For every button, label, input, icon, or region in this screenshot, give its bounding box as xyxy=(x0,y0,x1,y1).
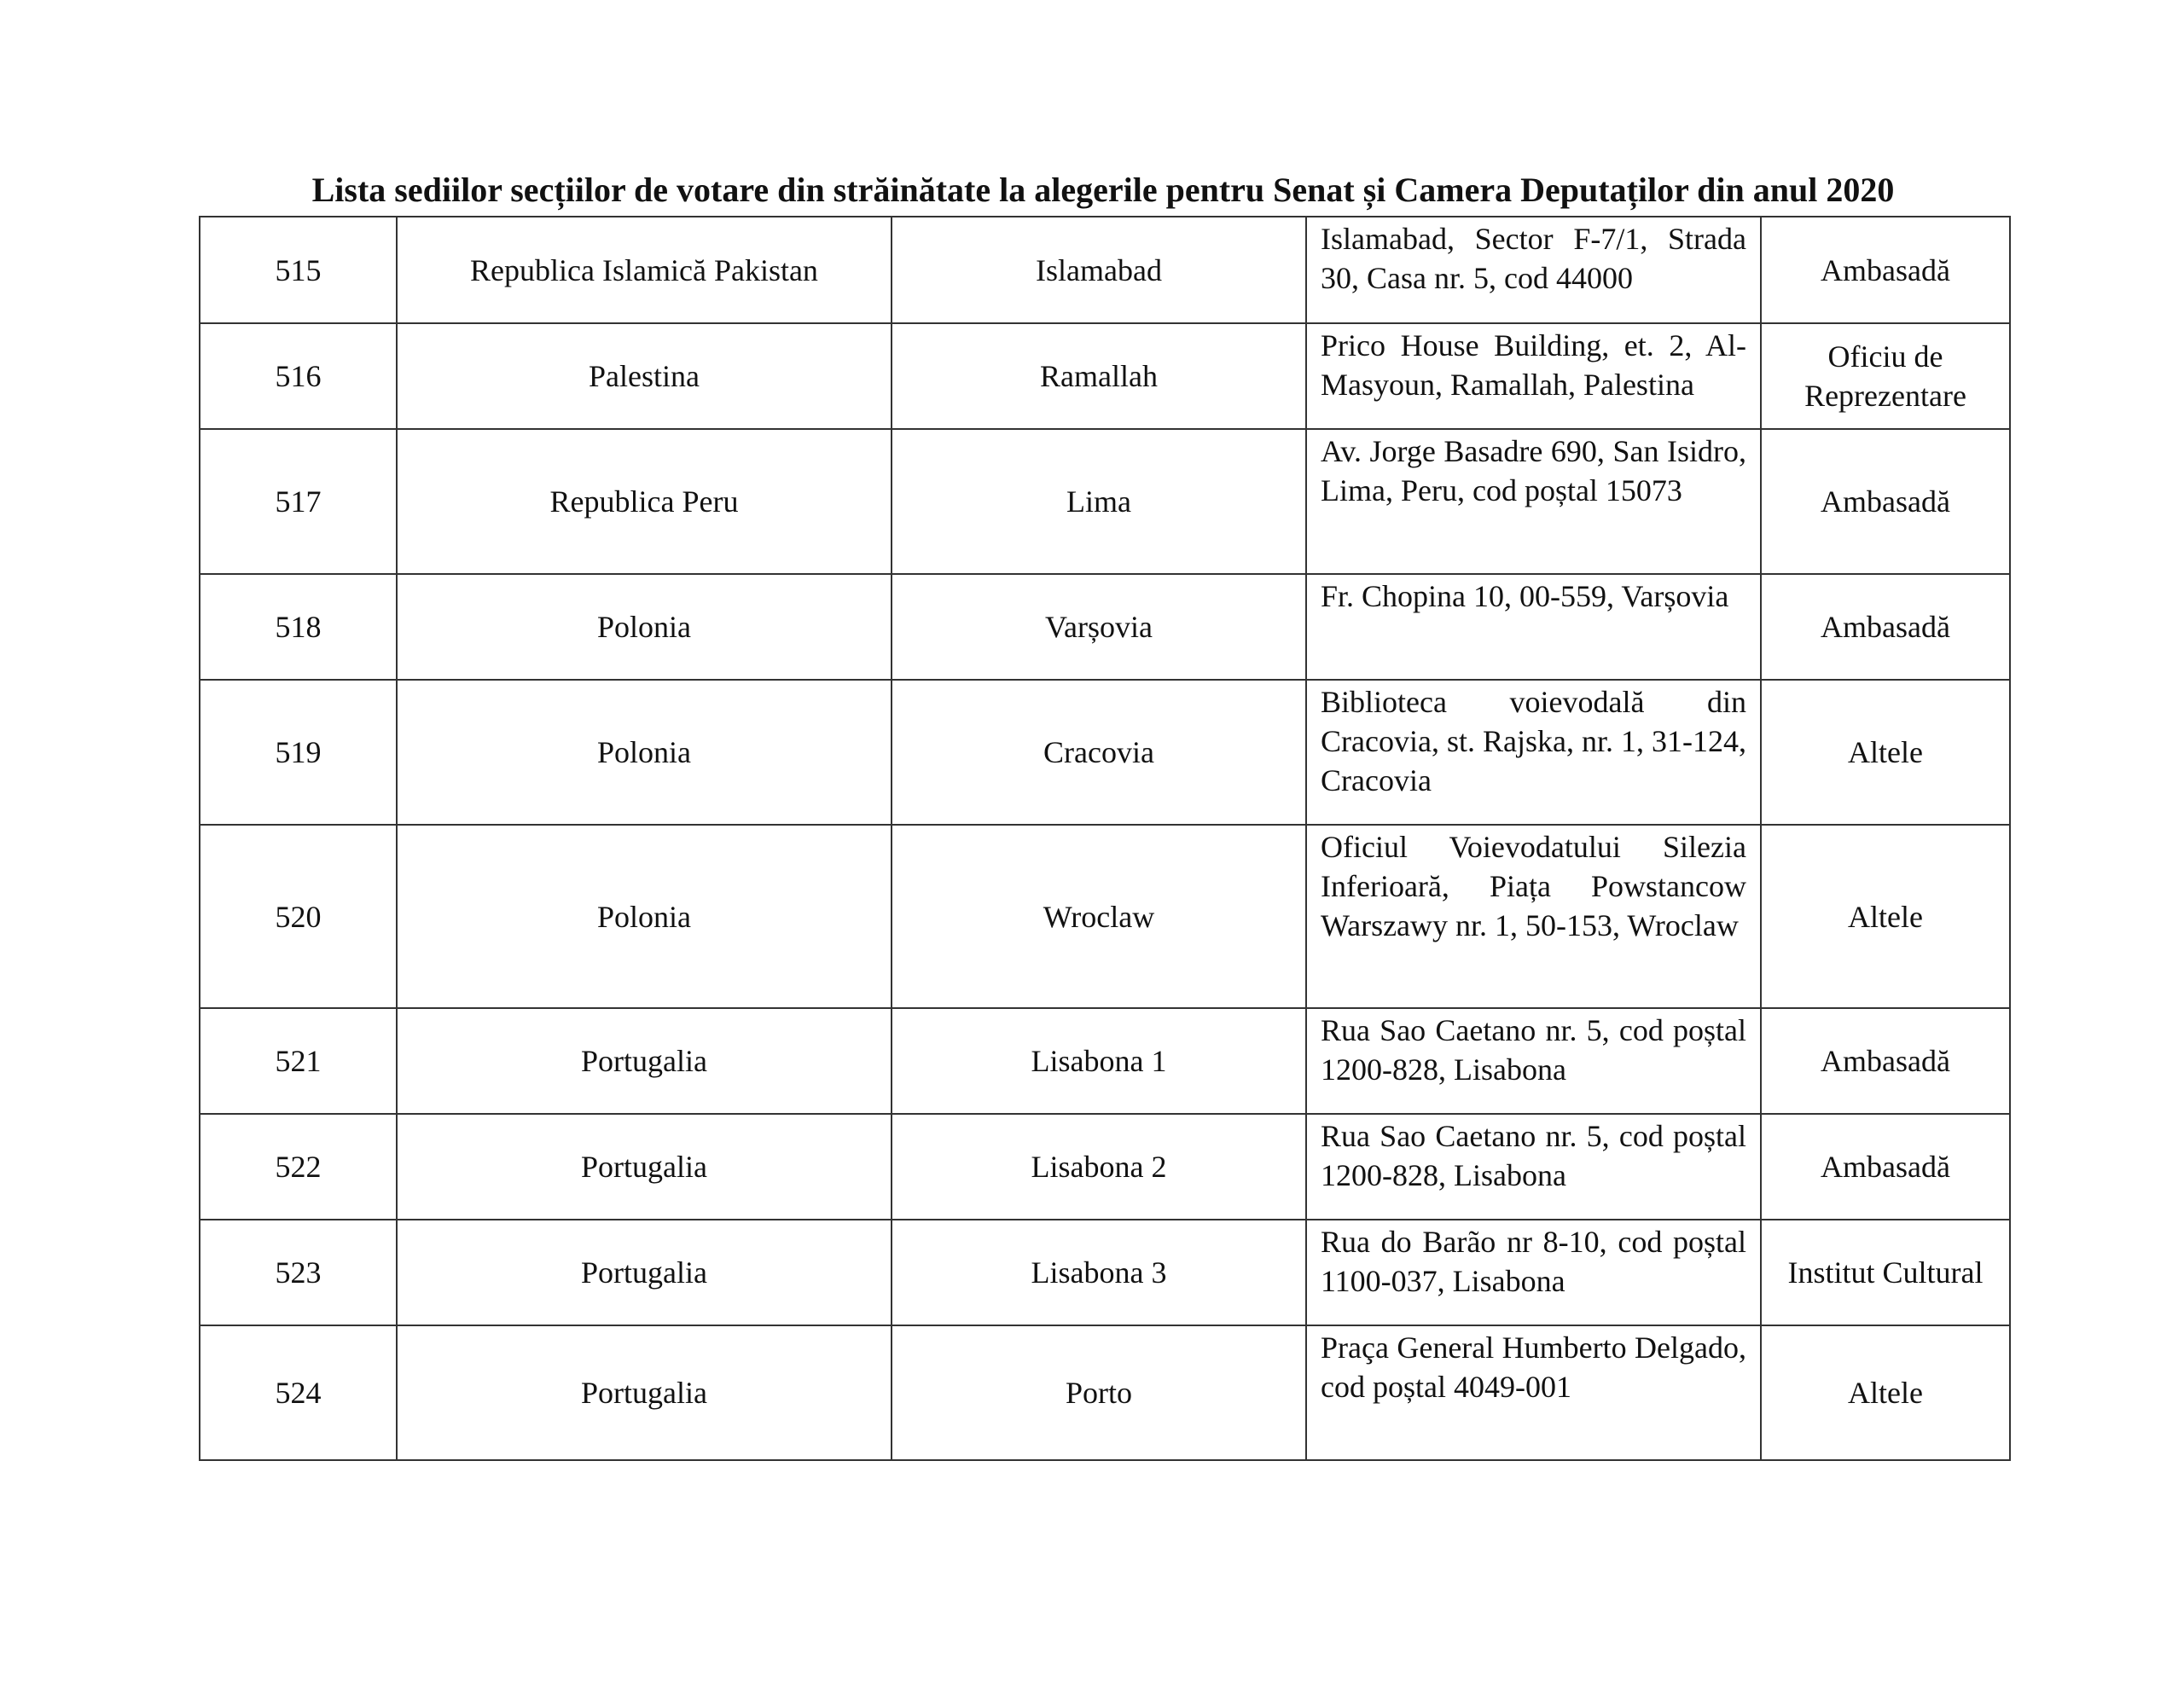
table-row xyxy=(200,323,2010,429)
table-row xyxy=(200,574,2010,680)
cell-number: 519 xyxy=(200,680,397,825)
cell-type: Altele xyxy=(1761,1325,2010,1460)
cell-type: Ambasadă xyxy=(1761,1008,2010,1114)
cell-number: 517 xyxy=(200,429,397,574)
table-row xyxy=(200,1008,2010,1114)
cell-city: Islamabad xyxy=(892,217,1306,323)
table-row xyxy=(200,825,2010,1008)
table-row xyxy=(200,217,2010,323)
cell-address: Av. Jorge Basadre 690, San Isidro, Lima, Peru, cod poștal 15073 xyxy=(1306,429,1761,574)
cell-number: 523 xyxy=(200,1220,397,1325)
cell-address: Fr. Chopina 10, 00-559, Varșovia xyxy=(1306,574,1761,680)
cell-country: Portugalia xyxy=(397,1008,892,1114)
cell-number: 520 xyxy=(200,825,397,1008)
cell-address: Biblioteca voievodală din Cracovia, st. Rajska, nr. 1, 31-124, Cracovia xyxy=(1306,680,1761,825)
table-row xyxy=(200,680,2010,825)
cell-address: Rua do Barão nr 8-10, cod poștal 1100-037, Lisabona xyxy=(1306,1220,1761,1325)
cell-type: Institut Cultural xyxy=(1761,1220,2010,1325)
cell-city: Lisabona 3 xyxy=(892,1220,1306,1325)
cell-type: Ambasadă xyxy=(1761,574,2010,680)
cell-type: Altele xyxy=(1761,680,2010,825)
table-row xyxy=(200,429,2010,574)
cell-type: Oficiu de Reprezentare xyxy=(1761,323,2010,429)
cell-number: 524 xyxy=(200,1325,397,1460)
cell-city: Porto xyxy=(892,1325,1306,1460)
cell-city: Ramallah xyxy=(892,323,1306,429)
cell-number: 515 xyxy=(200,217,397,323)
cell-country: Republica Islamică Pakistan xyxy=(397,217,892,323)
document-title: Lista sediilor secțiilor de votare din străinătate la alegerile pentru Senat și Camera Deputaților din anul 2020 xyxy=(311,171,1895,209)
cell-type: Ambasadă xyxy=(1761,1114,2010,1220)
cell-city: Cracovia xyxy=(892,680,1306,825)
cell-city: Lisabona 2 xyxy=(892,1114,1306,1220)
cell-country: Portugalia xyxy=(397,1114,892,1220)
cell-number: 521 xyxy=(200,1008,397,1114)
table-row xyxy=(200,1220,2010,1325)
cell-address: Praça General Humberto Delgado, cod poștal 4049-001 xyxy=(1306,1325,1761,1460)
polling-stations-table xyxy=(199,216,2011,1461)
cell-country: Palestina xyxy=(397,323,892,429)
cell-address: Oficiul Voievodatului Silezia Inferioară, Piața Powstancow Warszawy nr. 1, 50-153, Wroclaw xyxy=(1306,825,1761,1008)
cell-city: Lima xyxy=(892,429,1306,574)
table-row xyxy=(200,1325,2010,1460)
cell-address: Prico House Building, et. 2, Al-Masyoun, Ramallah, Palestina xyxy=(1306,323,1761,429)
cell-city: Wroclaw xyxy=(892,825,1306,1008)
cell-address: Rua Sao Caetano nr. 5, cod poștal 1200-828, Lisabona xyxy=(1306,1008,1761,1114)
cell-country: Polonia xyxy=(397,825,892,1008)
cell-number: 522 xyxy=(200,1114,397,1220)
cell-type: Ambasadă xyxy=(1761,429,2010,574)
cell-country: Polonia xyxy=(397,574,892,680)
cell-city: Lisabona 1 xyxy=(892,1008,1306,1114)
cell-type: Altele xyxy=(1761,825,2010,1008)
cell-country: Portugalia xyxy=(397,1220,892,1325)
cell-country: Polonia xyxy=(397,680,892,825)
table-row xyxy=(200,1114,2010,1220)
cell-country: Portugalia xyxy=(397,1325,892,1460)
cell-address: Rua Sao Caetano nr. 5, cod poștal 1200-828, Lisabona xyxy=(1306,1114,1761,1220)
cell-city: Varșovia xyxy=(892,574,1306,680)
cell-address: Islamabad, Sector F-7/1, Strada 30, Casa nr. 5, cod 44000 xyxy=(1306,217,1761,323)
cell-type: Ambasadă xyxy=(1761,217,2010,323)
cell-country: Republica Peru xyxy=(397,429,892,574)
cell-number: 518 xyxy=(200,574,397,680)
cell-number: 516 xyxy=(200,323,397,429)
